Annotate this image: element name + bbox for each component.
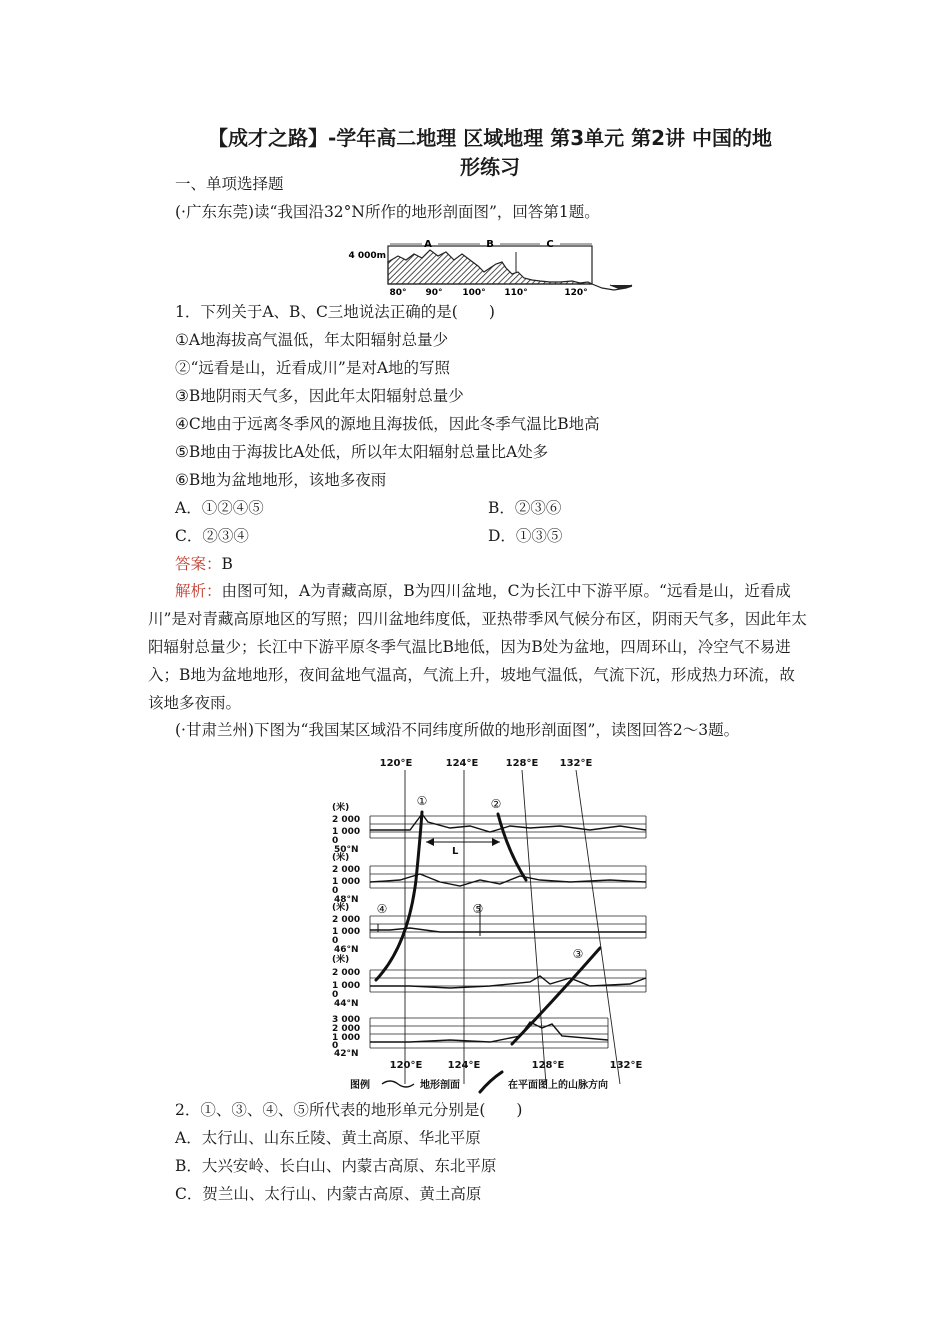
answer-line (175, 554, 233, 574)
legend-profile: 地形剖面 (420, 1080, 460, 1091)
tick-label: 100° (462, 288, 486, 298)
statement-5: ⑤B地由于海拔比A处低，所以年太阳辐射总量比A处多 (175, 443, 549, 461)
tick-label: 90° (425, 288, 443, 298)
unit-label: (米) (332, 903, 350, 913)
latitude-profiles-figure (330, 750, 660, 1094)
option-c: C．②③④ (175, 527, 249, 545)
tick-label: 80° (389, 288, 407, 298)
top-tick: 132°E (559, 758, 593, 769)
statement-2: ②“远看是山，近看成川”是对A地的写照 (175, 359, 451, 377)
analysis-text: 由图可知，A为青藏高原，B为四川盆地，C为长江中下游平原。“远看是山，近看成川”是对青藏高原地区的写照；四川盆地纬度低，亚热带季风气候分布区，阴雨天气多，因此年太阳辐射总量少；长江中下游平原冬季气温比B地低，因为B处为盆地，四周环山，冷空气不易进入；B地为盆地地形，夜间盆地气温高，气流上升，坡地气温低，气流下沉，形成热力环流，故该地多夜雨。 (148, 582, 807, 712)
answer-value: B (221, 555, 233, 573)
marker-1: ① (416, 794, 428, 808)
zero-label: 0 (332, 936, 339, 946)
statement-6: ⑥B地为盆地地形，该地多夜雨 (175, 471, 387, 489)
q2-option-a: A．太行山、山东丘陵、黄土高原、华北平原 (175, 1129, 481, 1147)
y-label: 2 000 (332, 915, 361, 925)
intro-question-1: (·广东东莞)读“我国沿32°N所作的地形剖面图”，回答第1题。 (175, 203, 600, 221)
y-label: 2 000 (332, 968, 361, 978)
analysis-label: 解析： (175, 582, 222, 600)
elevation-label: 4 000m (348, 251, 386, 261)
top-tick: 128°E (505, 758, 539, 769)
label-a: A (424, 239, 432, 250)
y-label: 1 000 (332, 827, 361, 837)
q2-option-c: C．贺兰山、太行山、内蒙古高原、黄土高原 (175, 1185, 482, 1203)
distance-label: L (452, 846, 459, 857)
y-label: 1 000 (332, 981, 361, 991)
zero-label: 0 (332, 990, 339, 1000)
y-label: 3 000 (332, 1015, 361, 1025)
unit-label: (米) (332, 955, 350, 965)
q2-option-b: B．大兴安岭、长白山、内蒙古高原、东北平原 (175, 1157, 497, 1175)
bottom-tick: 124°E (447, 1060, 481, 1071)
label-c: C (546, 239, 554, 250)
bottom-tick: 132°E (609, 1060, 643, 1071)
marker-2: ② (490, 797, 502, 811)
unit-label: (米) (332, 853, 350, 863)
zero-label: 0 (332, 836, 339, 846)
zero-label: 0 (332, 886, 339, 896)
section-heading: 一、单项选择题 (175, 175, 284, 193)
question-2-stem: 2．①、③、④、⑤所代表的地形单元分别是( ) (175, 1101, 523, 1119)
lat-label: 46°N (334, 945, 359, 955)
statement-1: ①A地海拔高气温低，年太阳辐射总量少 (175, 331, 449, 349)
option-b: B．②③⑥ (488, 499, 562, 517)
lat-label: 50°N (334, 845, 359, 855)
analysis-paragraph (148, 577, 808, 717)
document-title: 【成才之路】-学年高二地理 区域地理 第3单元 第2讲 中国的地 形练习 (208, 126, 772, 179)
marker-4: ④ (376, 902, 388, 916)
intro-question-2: (·甘肃兰州)下图为“我国某区域沿不同纬度所做的地形剖面图”，读图回答2～3题。 (175, 721, 740, 739)
y-label: 1 000 (332, 877, 361, 887)
answer-label: 答案： (175, 555, 222, 573)
option-a: A．①②④⑤ (175, 499, 264, 517)
profile-figure-32n (340, 232, 640, 298)
y-label: 2 000 (332, 865, 361, 875)
question-1-stem: 1．下列关于A、B、C三地说法正确的是( ) (175, 303, 495, 321)
statement-3: ③B地阴雨天气多，因此年太阳辐射总量少 (175, 387, 464, 405)
top-tick: 120°E (379, 758, 413, 769)
bottom-tick: 128°E (531, 1060, 565, 1071)
lat-label: 44°N (334, 999, 359, 1009)
y-label: 2 000 (332, 1024, 361, 1034)
bottom-tick: 120°E (389, 1060, 423, 1071)
lat-label: 42°N (334, 1049, 359, 1059)
statement-4: ④C地由于远离冬季风的源地且海拔低，因此冬季气温比B地高 (175, 415, 600, 433)
legend-label: 图例 (350, 1080, 370, 1091)
zero-label: 0 (332, 1041, 339, 1051)
legend-ridge: 在平面图上的山脉方向 (508, 1080, 608, 1091)
y-label: 1 000 (332, 927, 361, 937)
unit-label: (米) (332, 803, 350, 813)
tick-label: 110° (504, 288, 528, 298)
y-label: 2 000 (332, 815, 361, 825)
tick-label: 120° (564, 288, 588, 298)
marker-5: ⑤ (472, 902, 484, 916)
marker-3: ③ (572, 947, 584, 961)
y-label: 1 000 (332, 1033, 361, 1043)
top-tick: 124°E (445, 758, 479, 769)
lat-label: 48°N (334, 895, 359, 905)
label-b: B (486, 239, 494, 250)
option-d: D．①③⑤ (488, 527, 563, 545)
